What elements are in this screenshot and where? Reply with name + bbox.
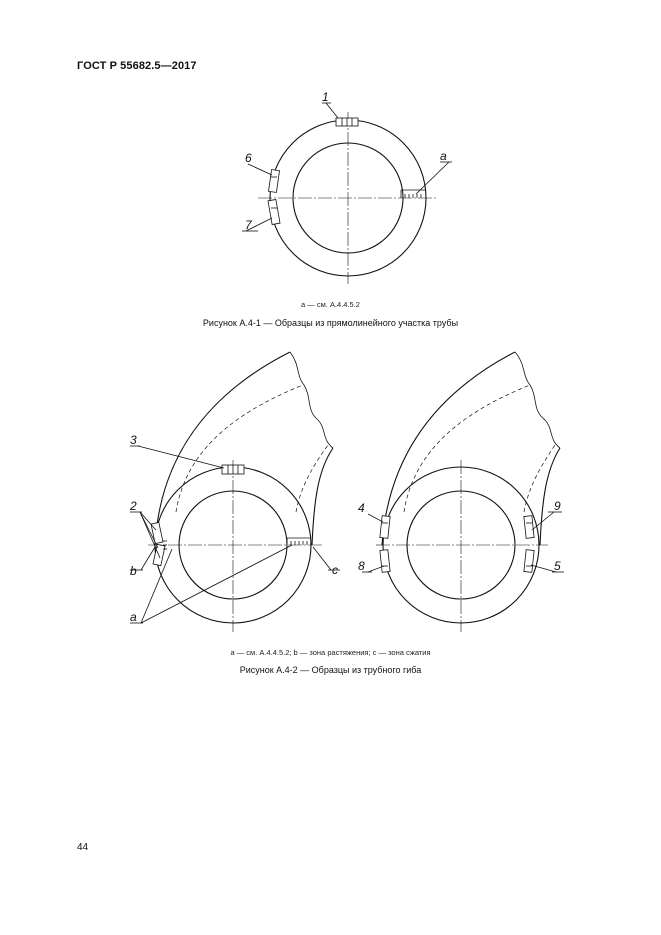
figure-2-bend-right (358, 352, 564, 632)
figure-1-note: a — см. А.4.4.5.2 (301, 300, 360, 309)
specimen-5 (524, 550, 534, 573)
figure-1-pipe-cross-section (242, 90, 452, 284)
label-8: 8 (358, 559, 365, 573)
document-header: ГОСТ Р 55682.5—2017 (77, 60, 197, 72)
bend-inner-outline (312, 448, 333, 545)
specimen-6 (269, 170, 280, 193)
specimen-7 (268, 199, 280, 224)
specimen-zone-a (401, 190, 426, 198)
break-line (290, 352, 333, 448)
figure-1-caption: Рисунок А.4-1 — Образцы из прямолинейного участка трубы (202, 318, 459, 328)
label-4: 4 (358, 501, 365, 515)
specimen-9 (524, 516, 534, 539)
label-7: 7 (245, 218, 252, 232)
bend-inner-outline (540, 448, 560, 545)
label-a: a (440, 149, 447, 163)
bend-inner-hidden-line (296, 445, 328, 512)
specimen-1 (336, 118, 358, 126)
break-line (515, 352, 560, 448)
label-b: b (130, 564, 137, 578)
label-1: 1 (322, 90, 329, 104)
bend-outer-outline (382, 352, 515, 545)
figure-2-note: a — см. А.4.4.5.2; b — зона растяжения; c — зона сжатия (230, 648, 431, 657)
bend-outer-outline (155, 352, 290, 545)
label-a: a (130, 610, 137, 624)
bend-outer-hidden-line (176, 385, 303, 512)
leader-3 (138, 446, 224, 468)
specimen-2 (151, 522, 167, 565)
bend-outer-hidden-line (404, 385, 530, 512)
bend-inner-hidden-line (524, 445, 555, 512)
specimen-3 (222, 465, 244, 474)
leader-c (313, 547, 331, 570)
leader-a2 (141, 545, 292, 623)
label-5: 5 (554, 559, 561, 573)
leader-1 (326, 103, 338, 118)
label-3: 3 (130, 433, 137, 447)
leader-4 (368, 514, 383, 522)
specimen-4 (380, 516, 390, 539)
figure-2-bend-left (129, 352, 340, 632)
leader-6 (248, 164, 272, 175)
leader-b (141, 547, 155, 570)
leader-a (416, 162, 449, 194)
specimen-8 (380, 550, 390, 573)
page-number: 44 (77, 842, 89, 853)
label-c: c (332, 563, 338, 577)
label-2: 2 (130, 499, 137, 513)
label-9: 9 (554, 499, 561, 513)
figure-2-caption: Рисунок А.4-2 — Образцы из трубного гиба (239, 665, 422, 675)
specimen-zone-c (287, 538, 310, 545)
label-6: 6 (245, 151, 252, 165)
